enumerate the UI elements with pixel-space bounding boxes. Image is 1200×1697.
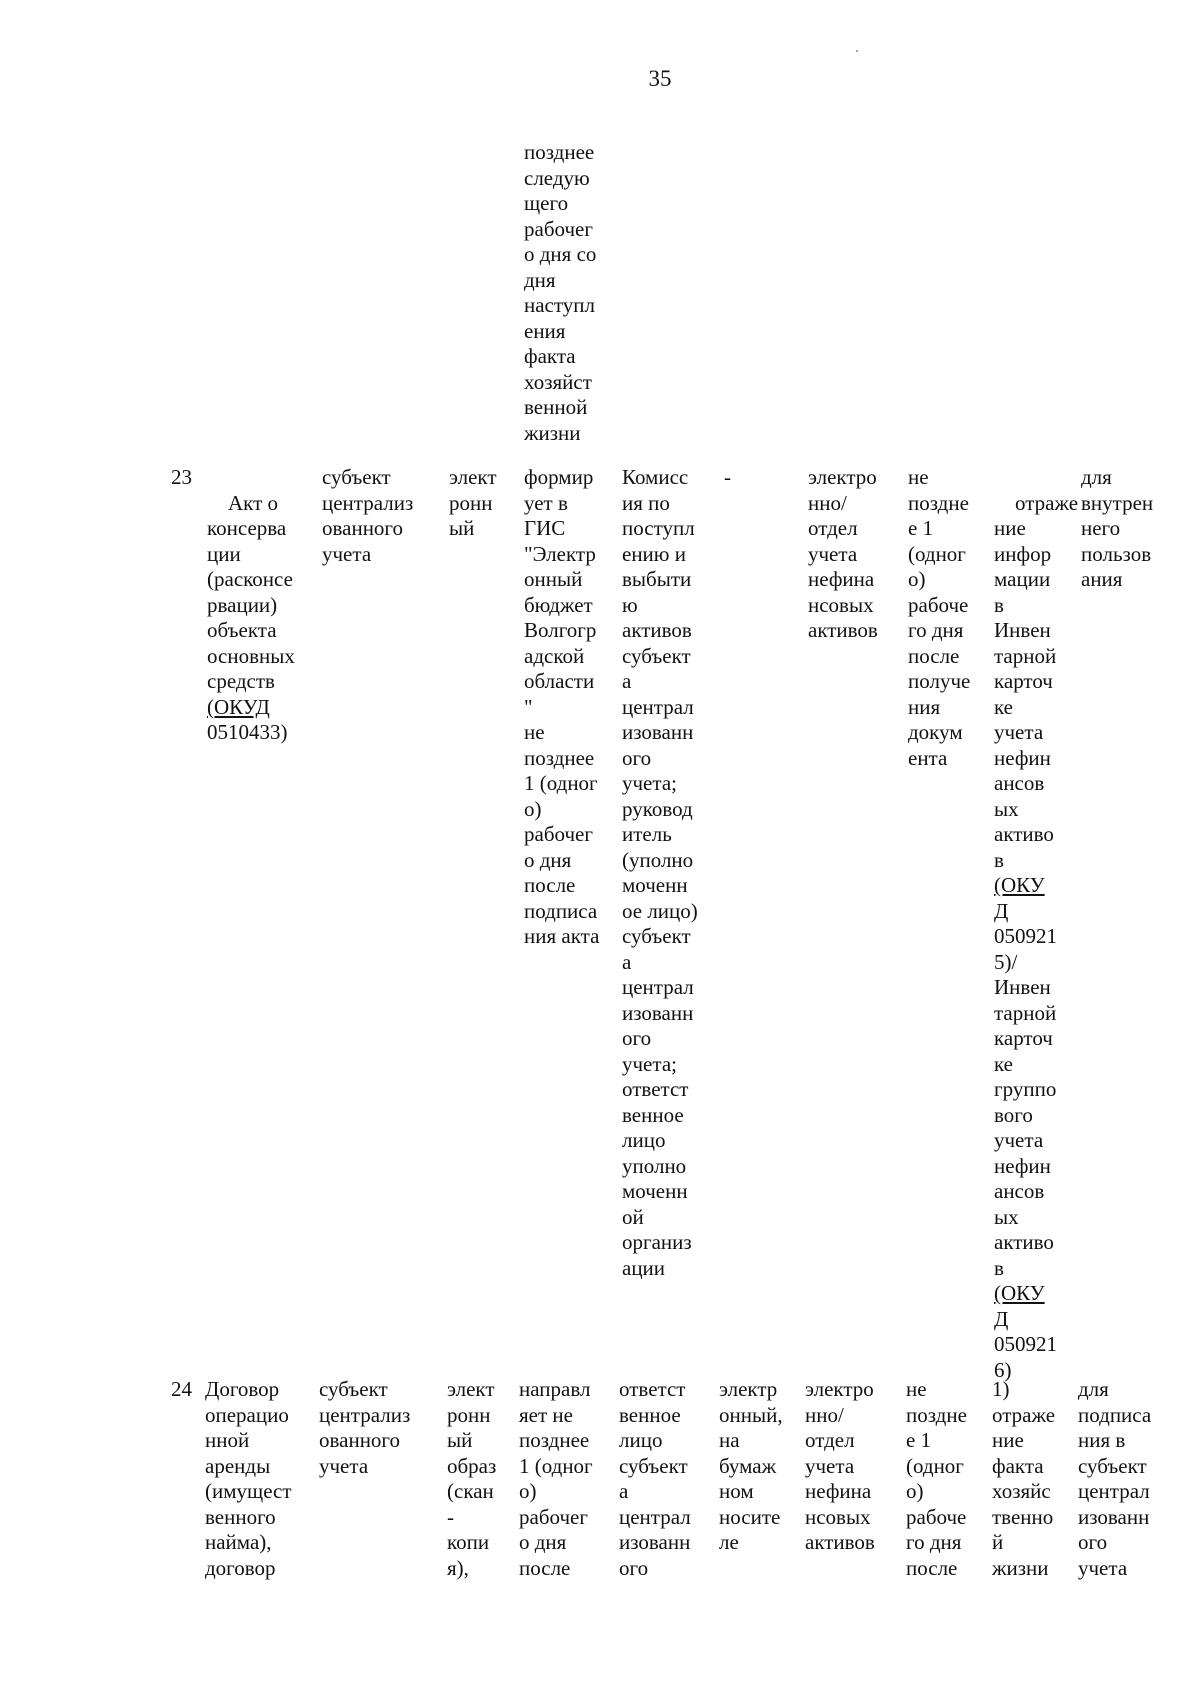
creator-cell: субъект централиз ованного учета (319, 1377, 411, 1478)
row-number: 24 (171, 1377, 192, 1401)
document-name-cell: Договор операцио нной аренды (имущест венного найма), договор (205, 1377, 292, 1580)
deadline-cell: формир ует в ГИС "Электр онный бюджет Волгогр адской области " не позднее 1 (одног о) рабочег о дня после подписа ния акта (524, 465, 600, 948)
reflection-cell: 1) отраже ние факта хозяйс твенно й жизни (992, 1377, 1056, 1580)
transfer-form-cell: электр онный, на бумаж ном носите ле (719, 1377, 783, 1554)
okud-link[interactable]: (ОКУ Д (994, 1281, 1045, 1331)
continuation-deadline-cell: позднее следую щего рабочег о дня со дня наступл ения факта хозяйст венной жизни (524, 140, 597, 445)
deadline-cell: направл яет не позднее 1 (одног о) рабочег о дня после (519, 1377, 593, 1580)
recipient-cell: электро нно/ отдел учета нефина нсовых активов (805, 1377, 875, 1554)
creator-cell: субъект централиз ованного учета (322, 465, 414, 566)
form-cell: элект ронн ый (449, 465, 497, 540)
receive-deadline-cell: не поздне е 1 (одног о) рабоче го дня после получе ния докум ента (908, 465, 971, 770)
scan-speck (856, 50, 858, 52)
purpose-cell: для внутрен него пользов ания (1081, 465, 1154, 591)
document-name: Акт о консерва ции (расконсе рвации) объекта основных средств (207, 490, 295, 693)
signers-cell: ответст венное лицо субъект а централ изованн ого (619, 1377, 691, 1580)
form-cell: элект ронн ый образ (скан - копи я), (447, 1377, 497, 1580)
purpose-cell: для подписа ния в субъект централ изованн ого учета (1078, 1377, 1152, 1580)
reflection-cell (994, 465, 1078, 1409)
reflection-text-1: отраже ние инфор мации в Инвен тарной карточ ке учета нефин ансов ых активо в (994, 490, 1079, 872)
row-number: 23 (171, 465, 192, 489)
reflection-text-3: 050921 6) (994, 1332, 1057, 1382)
okud-code: 0510433) (207, 720, 288, 744)
receive-deadline-cell: не поздне е 1 (одног о) рабоче го дня после (906, 1377, 967, 1580)
transfer-form-cell: - (724, 465, 731, 489)
page-number: 35 (648, 66, 672, 91)
recipient-cell: электро нно/ отдел учета нефина нсовых активов (808, 465, 878, 642)
signers-cell: Комисс ия по поступл ению и выбыти ю активов субъект а централ изованн ого учета; руковод итель (уполно моченн ое лицо) субъект а централ изованн ого учета; ответст венное лицо уполно моченн ой организ ации (622, 465, 698, 1280)
reflection-text-2: 050921 5)/ Инвен тарной карточ ке группо вого учета нефин ансов ых активо в (994, 924, 1057, 1280)
document-name-cell (207, 465, 295, 771)
okud-link[interactable]: (ОКУД (207, 694, 270, 719)
okud-link[interactable]: (ОКУ Д (994, 873, 1045, 923)
